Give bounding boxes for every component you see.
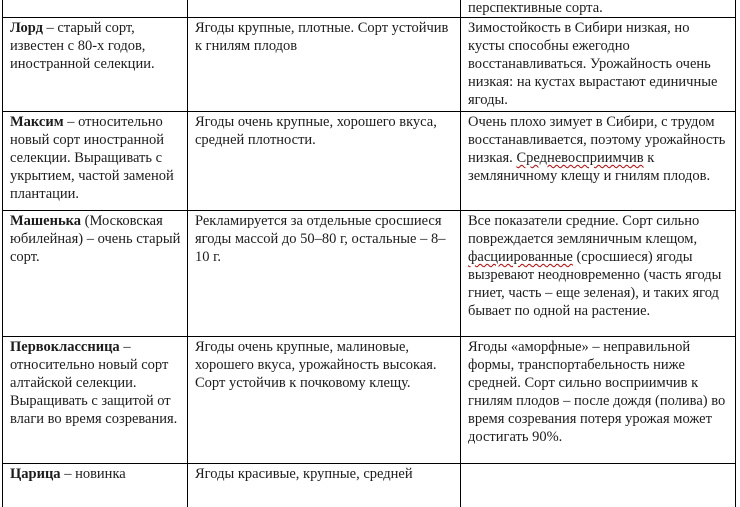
berries-cell bbox=[188, 337, 461, 464]
variety-cell bbox=[3, 337, 188, 464]
assessment-text: перспективные сорта. bbox=[468, 0, 603, 16]
variety-name: Лорд bbox=[10, 20, 43, 36]
assessment-cell bbox=[461, 211, 736, 337]
variety-description-paragraph-2: Выращивать с защитой от влаги во время созревания. bbox=[10, 392, 181, 428]
berries-cell bbox=[188, 0, 461, 18]
table-row-tsaritsa bbox=[3, 464, 736, 507]
berries-text: Ягоды красивые, крупные, средней bbox=[195, 466, 413, 482]
table-row-pervoklassnitsa bbox=[3, 337, 736, 464]
assessment-cell bbox=[461, 464, 736, 507]
variety-name: Царица bbox=[10, 466, 61, 482]
assessment-text: Зимостойкость в Сибири низкая, но кусты способны ежегодно восстанавливаться. Урожайность очень низкая: на кустах вырастают единичные ягоды. bbox=[468, 20, 717, 108]
assessment-cell bbox=[461, 18, 736, 112]
berries-cell bbox=[188, 211, 461, 337]
variety-description: (Московская юбилейная) – очень старый сорт. bbox=[10, 213, 180, 265]
variety-description: – относительно новый сорт алтайской селекции. bbox=[10, 339, 168, 391]
misspelled-word: Средневосприимчив bbox=[516, 150, 643, 166]
assessment-text: Все показатели средние. Сорт сильно повреждается земляничным клещом, bbox=[468, 213, 699, 247]
assessment-text: Очень плохо зимует в Сибири, с трудом восстанавливается, поэтому урожайность низкая. bbox=[468, 114, 725, 166]
variety-cell bbox=[3, 464, 188, 507]
table-row-mashenka bbox=[3, 211, 736, 337]
variety-name: Машенька bbox=[10, 213, 81, 229]
berries-cell bbox=[188, 18, 461, 112]
variety-cell bbox=[3, 18, 188, 112]
variety-cell bbox=[3, 0, 188, 18]
variety-description: – новинка bbox=[61, 466, 126, 482]
table-row-lord bbox=[3, 18, 736, 112]
assessment-cell bbox=[461, 337, 736, 464]
berries-text: Ягоды крупные, плотные. Сорт устойчив к гнилям плодов bbox=[195, 20, 448, 54]
assessment-cell bbox=[461, 0, 736, 18]
assessment-cell bbox=[461, 112, 736, 211]
assessment-text: к земляничному клещу и гнилям плодов. bbox=[468, 150, 710, 184]
variety-description: – старый сорт, известен с 80-х годов, иностранной селекции. bbox=[10, 20, 155, 72]
variety-description: – относительно новый сорт иностранной селекции. Выращивать с укрытием, частой заменой плантации. bbox=[10, 114, 174, 202]
misspelled-word: фасциированные bbox=[468, 249, 573, 265]
berries-text: Рекламируется за отдельные сросшиеся ягоды массой до 50–80 г, остальные – 8–10 г. bbox=[195, 213, 445, 265]
berries-cell bbox=[188, 112, 461, 211]
assessment-text: (сросшиеся) ягоды вызревают неодновременно (часть ягоды гниет, часть – еще зеленая), и таких ягод бывает по одной на растение. bbox=[468, 249, 721, 319]
berries-text: Ягоды очень крупные, малиновые, хорошего вкуса, урожайность высокая. Сорт устойчив к почковому клещу. bbox=[195, 339, 437, 391]
assessment-text: Ягоды «аморфные» – неправильной формы, транспортабельность ниже средней. Сорт сильно восприимчив к гнилям плодов – после дождя (полива) во время созревания потеря урожая может достигать 90%. bbox=[468, 339, 725, 445]
table-row-continued bbox=[3, 0, 736, 18]
variety-cell bbox=[3, 112, 188, 211]
variety-name: Первоклассница bbox=[10, 339, 120, 355]
strawberry-varieties-table bbox=[2, 0, 736, 507]
berries-cell bbox=[188, 464, 461, 507]
berries-text: Ягоды очень крупные, хорошего вкуса, средней плотности. bbox=[195, 114, 437, 148]
table-row-maxim bbox=[3, 112, 736, 211]
variety-cell bbox=[3, 211, 188, 337]
variety-name: Максим bbox=[10, 114, 64, 130]
